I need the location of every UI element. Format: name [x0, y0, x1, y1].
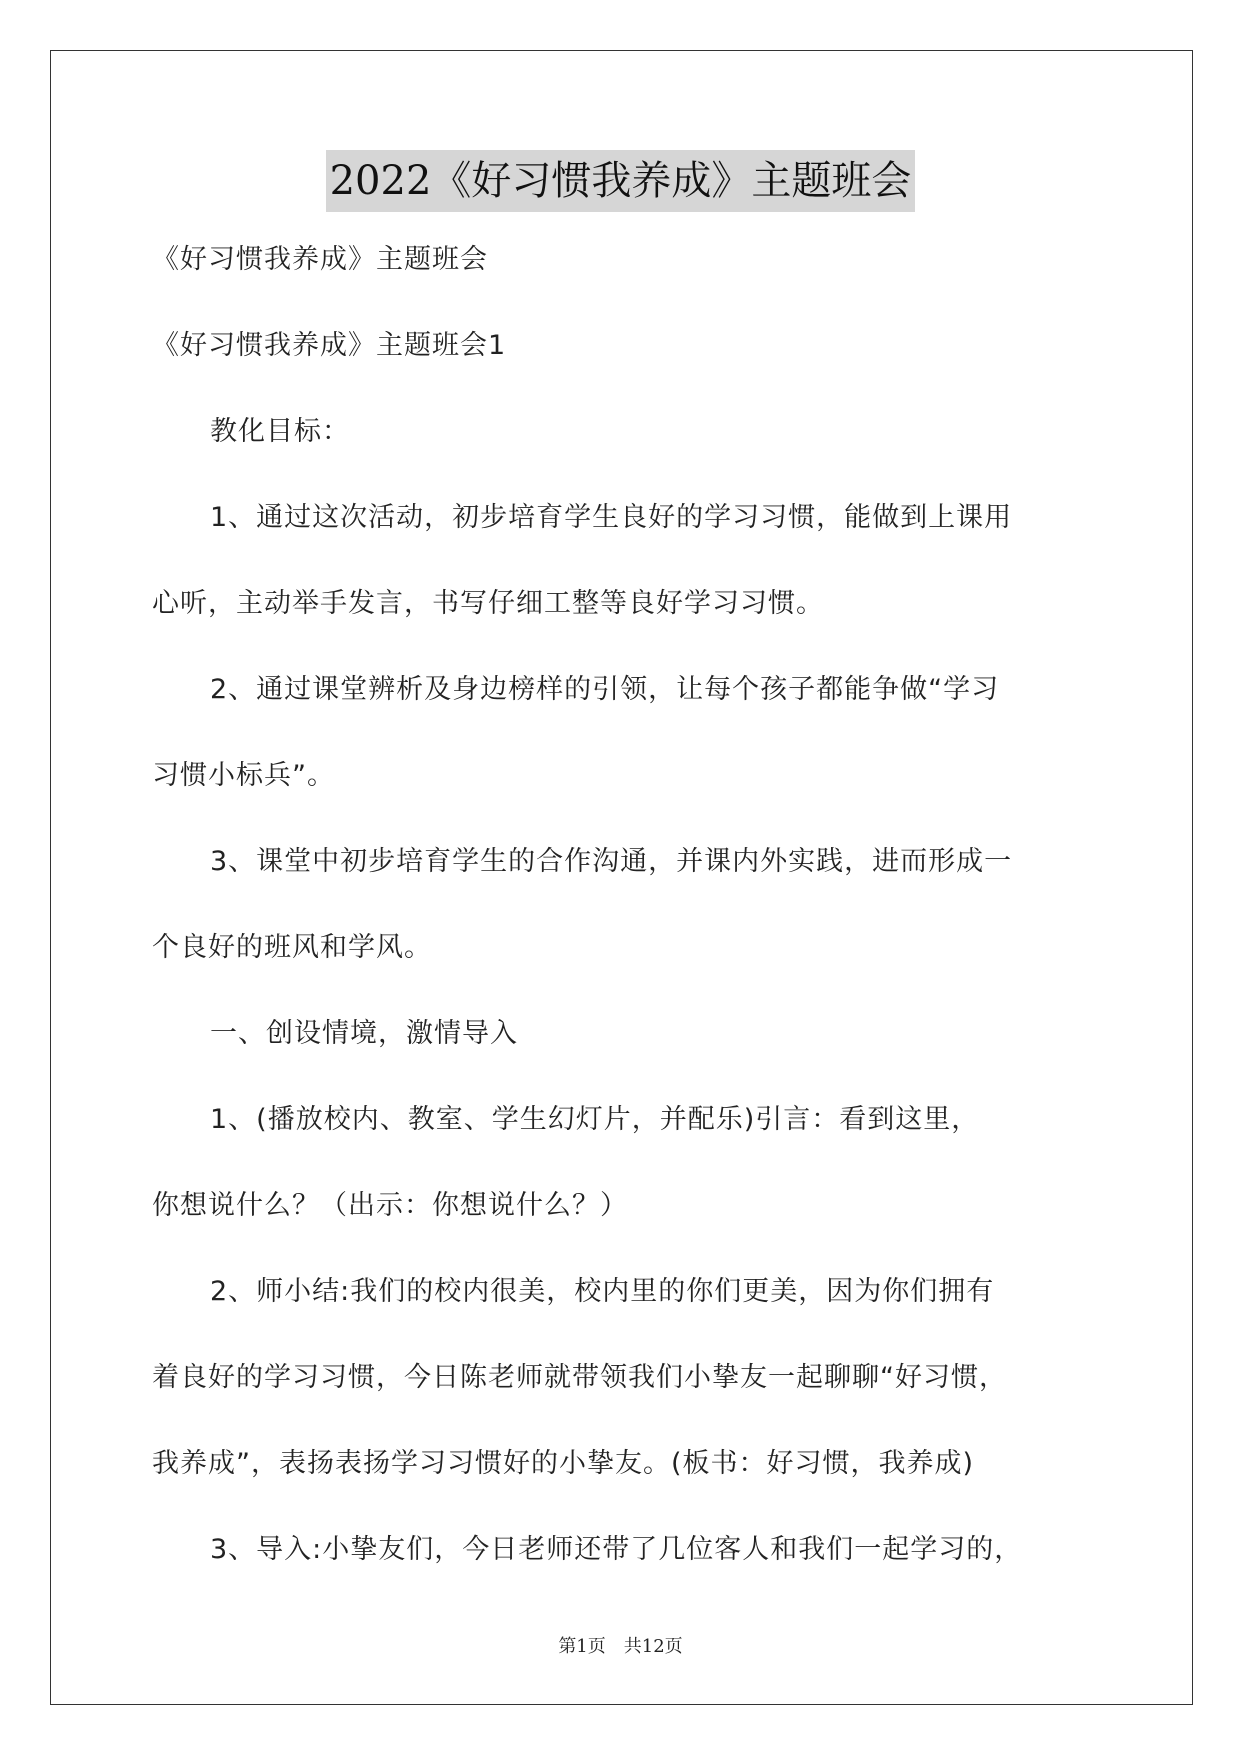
objectives-heading: 教化目标： [210, 416, 350, 447]
paragraph-line: 个良好的班风和学风。 [152, 932, 432, 963]
paragraph-line: 习惯小标兵”。 [152, 760, 335, 791]
paragraph-line: 2、通过课堂辨析及身边榜样的引领，让每个孩子都能争做“学习 [210, 674, 1000, 705]
paragraph-line: 你想说什么？（出示：你想说什么？） [152, 1190, 628, 1221]
paragraph-line: 心听，主动举手发言，书写仔细工整等良好学习习惯。 [152, 588, 824, 619]
section-heading-2: 一、创设情境，激情导入 [210, 1018, 518, 1049]
page-footer: 第1页 共12页 [558, 1636, 683, 1657]
paragraph-line: 1、通过这次活动，初步培育学生良好的学习习惯，能做到上课用 [210, 502, 1013, 533]
section-heading-1: 《好习惯我养成》主题班会1 [152, 330, 507, 361]
document-title: 2022《好习惯我养成》主题班会 [326, 150, 916, 212]
subtitle-line: 《好习惯我养成》主题班会 [152, 244, 488, 275]
paragraph-line: 3、导入:小挚友们，今日老师还带了几位客人和我们一起学习的， [210, 1534, 1023, 1565]
paragraph-line: 我养成”，表扬表扬学习习惯好的小挚友。(板书：好习惯，我养成) [152, 1448, 975, 1479]
paragraph-line: 1、(播放校内、教室、学生幻灯片，并配乐)引言：看到这里， [210, 1104, 980, 1135]
paragraph-line: 着良好的学习习惯，今日陈老师就带领我们小挚友一起聊聊“好习惯， [152, 1362, 1007, 1393]
paragraph-line: 3、课堂中初步培育学生的合作沟通，并课内外实践，进而形成一 [210, 846, 1013, 877]
title-container [0, 150, 1241, 212]
paragraph-line: 2、师小结:我们的校内很美，校内里的你们更美，因为你们拥有 [210, 1276, 995, 1307]
